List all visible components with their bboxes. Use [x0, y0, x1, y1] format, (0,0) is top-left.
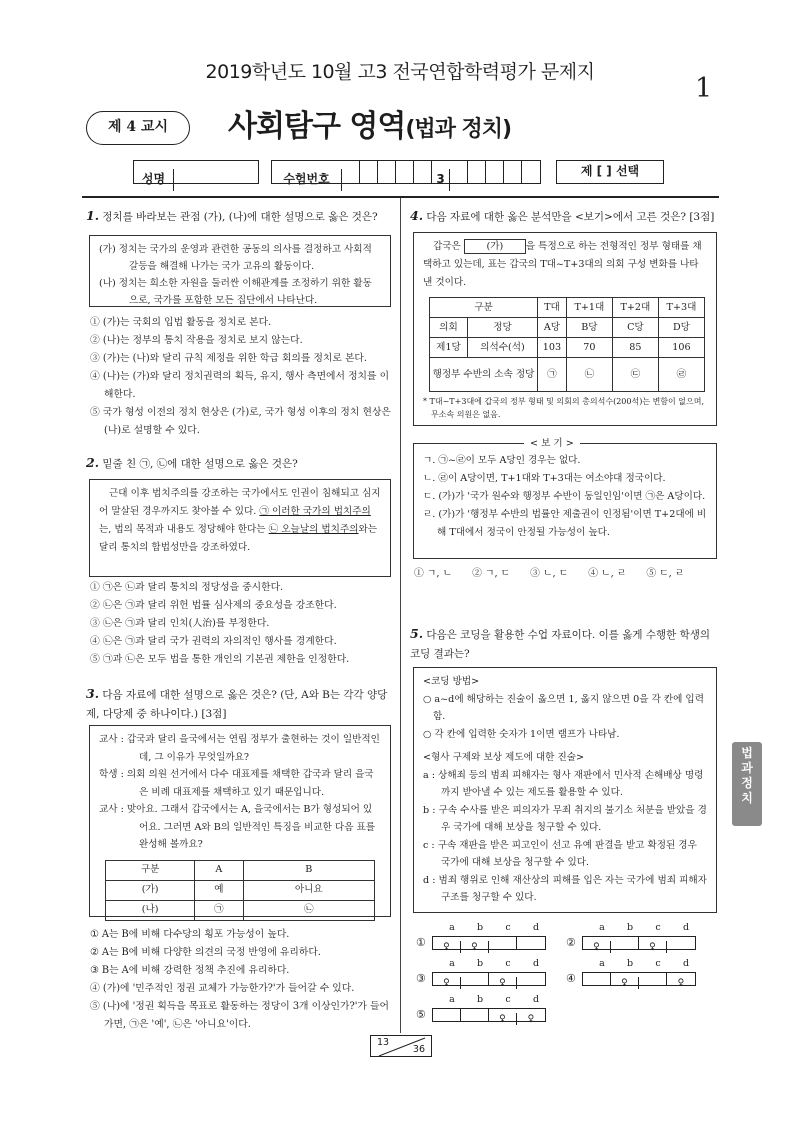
question-3-box — [89, 725, 391, 917]
choice-5[interactable]: ⑤ 국가 형성 이전의 정치 현상은 (가)로, 국가 형성 이후의 정치 현상은 (나)로 설명할 수 있다. — [90, 407, 391, 436]
empty-cell — [611, 937, 639, 949]
table-cell: A당 — [538, 318, 567, 338]
statement-a: a : 상해죄 등의 범죄 피해자는 형사 재판에서 민사적 손해배상 명령까지 받아낼 수 있는 제도를 활용할 수 있다. — [423, 769, 704, 798]
passage-part-3: 와는 달리 통치의 합법성만을 강조하였다. — [99, 524, 378, 553]
table-cell: ㉠ — [195, 900, 243, 920]
subject-title — [228, 101, 511, 153]
empty-cell — [461, 1009, 489, 1021]
column-label: c — [505, 958, 511, 969]
lamp-grid — [582, 972, 696, 989]
question-4-box — [413, 232, 717, 426]
table-cell: ㉢ — [612, 358, 658, 392]
table-cell: ㉠ — [538, 358, 567, 392]
option-number: ② — [566, 936, 576, 949]
statements-title: <형사 구제와 보상 제도에 대한 진술> — [423, 752, 585, 763]
digit-cell[interactable] — [342, 161, 360, 183]
question-1-number: 1. — [86, 208, 100, 223]
table-cell: 의석수(석) — [468, 338, 538, 358]
question-4-number: 4. — [410, 208, 424, 223]
intro-pre: 갑국은 — [433, 241, 464, 252]
tab-char: 정 — [741, 776, 753, 790]
dialogue-student: 학생 : 의회 의원 선거에서 다수 대표제를 채택한 갑국과 달리 을국은 비례 대표제를 채택하고 있기 때문입니다. — [99, 769, 374, 798]
question-3-stem — [86, 684, 392, 724]
column-label: b — [626, 958, 634, 969]
underline-nieun: ㉡ 오늘날의 법치주의 — [268, 524, 359, 535]
digit-cell[interactable] — [468, 161, 486, 183]
table-cell: ㉡ — [243, 900, 374, 920]
question-2-choices — [90, 579, 393, 669]
table-header: T+1대 — [566, 298, 612, 318]
underline-giyeok: ㉠ 이러한 국가의 법치주의 — [259, 506, 371, 517]
table-cell: D당 — [658, 318, 704, 338]
column-label: d — [532, 958, 540, 969]
choice-3[interactable]: ③ B는 A에 비해 강력한 정책 추진에 유리하다. — [90, 965, 290, 976]
column-label: b — [626, 922, 634, 933]
bogi-item: ㄹ. (가)가 '행정부 수반의 법률안 제출권이 인정됨'이면 T+2대에 비해 T대에서 정국이 안정될 가능성이 높다. — [423, 509, 707, 538]
table-cell: B당 — [566, 318, 612, 338]
tab-char: 과 — [741, 761, 753, 775]
choice-1[interactable]: ① ㄱ, ㄴ — [414, 568, 453, 579]
digit-cell[interactable] — [450, 161, 468, 183]
view-na: (나) 정치는 희소한 자원을 둘러싼 이해관계를 조정하기 위한 활동으로, 국가를 포함한 모든 집단에서 나타난다. — [99, 278, 372, 306]
tab-char: 치 — [741, 791, 753, 805]
choice-2[interactable]: ② ㄱ, ㄷ — [472, 568, 511, 579]
method-item: ○ 각 칸에 입력한 숫자가 1이면 램프가 나타남. — [423, 728, 620, 740]
page-number: 1 — [695, 73, 713, 104]
coding-option-4[interactable] — [566, 958, 706, 989]
lamp-icon: ♀ — [583, 941, 611, 953]
exam-number-box[interactable] — [271, 160, 541, 184]
question-4-stem — [410, 205, 720, 227]
column-divider — [400, 198, 401, 1033]
table-cell: 제1당 — [430, 338, 468, 358]
q3-table — [105, 860, 375, 921]
column-label: b — [476, 994, 484, 1005]
choice-2[interactable]: ② ㉡은 ㉠과 달리 위헌 법률 심사제의 중요성을 강조한다. — [90, 600, 337, 611]
coding-option-2[interactable] — [566, 922, 706, 953]
dialogue-teacher-1: 교사 : 갑국과 달리 을국에서는 연립 정부가 출현하는 것이 일반적인데, 그 이유가 무엇일까요? — [99, 734, 380, 763]
exam-number-label: 수험번호 — [272, 169, 342, 191]
choice-4[interactable]: ④ ㄴ, ㄹ — [588, 568, 627, 579]
lamp-icon: ♀ — [527, 1014, 535, 1025]
lamp-icon: ♀ — [639, 941, 667, 953]
table-cell: 정당 — [468, 318, 538, 338]
name-label: 성명 — [134, 169, 174, 191]
empty-cell — [583, 973, 611, 985]
table-header: T대 — [538, 298, 567, 318]
column-labels — [416, 958, 556, 970]
empty-cell — [639, 973, 667, 985]
empty-cell — [461, 973, 489, 985]
dialogue-teacher-2: 교사 : 맞아요. 그래서 갑국에서는 A, 을국에서는 B가 형성되어 있어요. 그러면 A와 B의 일반적인 특징을 비교한 다음 표를 완성해 볼까요? — [99, 804, 376, 850]
lamp-icon: ♀ — [433, 941, 461, 953]
bogi-box — [413, 438, 717, 559]
name-box[interactable] — [133, 160, 259, 184]
column-labels — [566, 922, 706, 934]
lamp-grid — [432, 936, 546, 953]
column-label: d — [532, 922, 540, 933]
question-1-stem — [86, 205, 392, 227]
coding-option-5[interactable] — [416, 994, 556, 1025]
page-total: 36 — [412, 1043, 425, 1055]
column-label: b — [476, 922, 484, 933]
lamp-grid — [432, 972, 546, 989]
table-cell: 행정부 수반의 소속 정당 — [430, 358, 538, 392]
table-cell: 85 — [612, 338, 658, 358]
q4-intro — [423, 238, 707, 292]
option-number: ① — [416, 936, 426, 949]
column-label: a — [599, 922, 605, 933]
question-2-text: 밑줄 친 ㉠, ㉡에 대한 설명으로 옳은 것은? — [102, 458, 298, 470]
table-footnote: * T대~T+3대에 갑국의 정부 형태 및 의회의 총의석수(200석)는 변함이 없으며, 무소속 의원은 없음. — [423, 397, 705, 419]
choice-1[interactable]: ① A는 B에 비해 다수당의 횡포 가능성이 높다. — [90, 929, 290, 940]
bogi-item: ㄴ. ㉣이 A당이면, T+1대와 T+3대는 여소야대 정국이다. — [423, 473, 666, 484]
exam-title: 2019학년도 10월 고3 전국연합학력평가 문제지 — [205, 61, 595, 83]
question-5-box — [413, 667, 717, 913]
empty-cell — [667, 937, 695, 949]
question-5-text: 다음은 코딩을 활용한 수업 자료이다. 이를 옳게 수행한 학생의 코딩 결과는? — [410, 629, 711, 660]
lamp-icon: ♀ — [489, 1013, 517, 1025]
table-cell: C당 — [612, 318, 658, 338]
session-badge: 제 4 교시 — [86, 111, 190, 145]
table-cell: ㉡ — [566, 358, 612, 392]
table-header: 구분 — [430, 298, 538, 318]
question-5-number: 5. — [410, 626, 424, 641]
lamp-icon: ♀ — [461, 941, 489, 953]
question-2-number: 2. — [86, 455, 100, 470]
table-cell: ㉣ — [658, 358, 704, 392]
option-number: ③ — [416, 972, 426, 985]
coding-option-1[interactable] — [416, 922, 556, 953]
name-field[interactable] — [174, 161, 257, 183]
choice-2[interactable]: ② (나)는 정부의 통치 작용을 정치로 보지 않는다. — [90, 335, 303, 346]
method-title: <코딩 방법> — [423, 676, 480, 687]
table-header: 구분 — [106, 860, 195, 880]
method-item: ○ a~d에 해당하는 진술이 옳으면 1, 옳지 않으면 0을 각 칸에 입력함. — [423, 693, 704, 722]
column-label: c — [655, 922, 661, 933]
choice-1[interactable]: ① (가)는 국회의 입법 활동을 정치로 본다. — [90, 317, 272, 328]
digit-cell[interactable] — [522, 161, 540, 183]
digit-cell[interactable] — [396, 161, 414, 183]
lamp-icon: ♀ — [677, 978, 685, 989]
table-cell: 아니요 — [243, 880, 374, 900]
table-header: T+3대 — [658, 298, 704, 318]
column-label: d — [682, 922, 690, 933]
lamp-icon: ♀ — [611, 977, 639, 989]
choice-3[interactable]: ③ ㉡은 ㉠과 달리 인치(人治)를 부정한다. — [90, 618, 270, 629]
lamp-icon: ♀ — [433, 977, 461, 989]
column-label: c — [505, 994, 511, 1005]
choice-1[interactable]: ① ㉠은 ㉡과 달리 통치의 정당성을 중시한다. — [90, 582, 284, 593]
column-label: c — [655, 958, 661, 969]
table-header: B — [243, 860, 374, 880]
column-labels — [566, 958, 706, 970]
question-1-text: 정치를 바라보는 관점 (가), (나)에 대한 설명으로 옳은 것은? — [102, 211, 378, 223]
column-label: b — [476, 958, 484, 969]
question-2-box — [89, 479, 391, 577]
bogi-title: < 보 기 > — [524, 435, 580, 453]
column-label: a — [449, 922, 455, 933]
empty-cell — [517, 937, 545, 949]
subject-side-tab — [732, 742, 762, 826]
question-3-text: 다음 자료에 대한 설명으로 옳은 것은? (단, A와 B는 각각 양당제, 다당제 중 하나이다.) [3점] — [86, 689, 388, 720]
passage-part-1: 근대 이후 법치주의를 강조하는 국가에서도 인권이 침해되고 심지어 말살된 경우까지도 찾아볼 수 있다. — [99, 488, 381, 517]
digit-cell[interactable] — [504, 161, 522, 183]
table-cell: (가) — [106, 880, 195, 900]
column-label: a — [449, 994, 455, 1005]
option-number: ④ — [566, 972, 576, 985]
empty-cell — [433, 1009, 461, 1021]
question-4-text: 다음 자료에 대한 옳은 분석만을 <보기>에서 고른 것은? [3점] — [426, 211, 715, 223]
table-header: T+2대 — [612, 298, 658, 318]
statement-b: b : 구속 수사를 받은 피의자가 무죄 취지의 불기소 처분을 받았을 경우 국가에 대해 보상을 청구할 수 있다. — [423, 804, 707, 833]
passage-part-2: 는, 법의 목적과 내용도 정당해야 한다는 — [99, 524, 269, 535]
column-label: a — [599, 958, 605, 969]
digit-cell[interactable] — [360, 161, 378, 183]
tab-char: 법 — [741, 746, 753, 760]
page-indicator — [370, 1035, 432, 1057]
table-cell: 106 — [658, 338, 704, 358]
statement-d: d : 범죄 행위로 인해 재산상의 피해를 입은 자는 국가에 범죄 피해자 구조를 청구할 수 있다. — [423, 874, 707, 903]
table-header: A — [195, 860, 243, 880]
choice-3[interactable]: ③ ㄴ, ㄷ — [530, 568, 569, 579]
digit-cell-fixed: 3 — [432, 169, 450, 191]
choice-4[interactable]: ④ (가)에 '민주적인 정권 교체가 가능한가?'가 들어갈 수 있다. — [90, 983, 355, 994]
question-2-stem — [86, 452, 392, 474]
table-cell: 예 — [195, 880, 243, 900]
question-3-number: 3. — [86, 686, 100, 701]
column-labels — [416, 994, 556, 1006]
column-label: a — [449, 958, 455, 969]
choice-2[interactable]: ② A는 B에 비해 다양한 의견의 국정 반영에 유리하다. — [90, 947, 321, 958]
lamp-icon: ♀ — [489, 977, 517, 989]
empty-cell — [517, 973, 545, 985]
digit-cell[interactable] — [414, 161, 432, 183]
table-cell: (나) — [106, 900, 195, 920]
digit-cell[interactable] — [486, 161, 504, 183]
column-label: d — [682, 958, 690, 969]
choice-4[interactable]: ④ ㉡은 ㉠과 달리 국가 권력의 자의적인 행사를 경계한다. — [90, 636, 337, 647]
subject-main: 사회탐구 영역 — [228, 109, 406, 144]
choice-5[interactable]: ⑤ (나)에 '정권 획득을 목표로 활동하는 정당이 3개 이상인가?'가 들어가면, ㉠은 '예', ㉡은 '아니요'이다. — [90, 1001, 389, 1030]
bogi-item: ㄷ. (가)가 '국가 원수와 행정부 수반이 동일인임'이면 ㉠은 A당이다. — [423, 491, 706, 502]
question-1-box — [89, 235, 391, 307]
empty-cell — [489, 937, 517, 949]
table-cell: 103 — [538, 338, 567, 358]
digit-cell[interactable] — [378, 161, 396, 183]
question-5-stem — [410, 624, 720, 664]
option-number: ⑤ — [416, 1008, 426, 1021]
elective-selection[interactable]: 제 [ ] 선택 — [556, 160, 664, 184]
page-current: 13 — [377, 1037, 390, 1048]
subject-sub: (법과 정치) — [405, 117, 512, 142]
choice-5[interactable]: ⑤ ㄷ, ㄹ — [646, 568, 685, 579]
choice-3[interactable]: ③ (가)는 (나)와 달리 규칙 제정을 위한 학급 회의를 정치로 본다. — [90, 353, 368, 364]
column-label: c — [505, 922, 511, 933]
coding-option-3[interactable] — [416, 958, 556, 989]
lamp-grid — [582, 936, 696, 953]
q4-table — [429, 297, 705, 392]
bogi-item: ㄱ. ㉠~㉣이 모두 A당인 경우는 없다. — [423, 455, 581, 466]
column-label: d — [532, 994, 540, 1005]
choice-5[interactable]: ⑤ ㉠과 ㉡은 모두 법을 통한 개인의 기본권 제한을 인정한다. — [90, 654, 350, 665]
question-4-choices — [414, 565, 720, 583]
blank-box: (가) — [464, 239, 526, 254]
statement-c: c : 구속 재판을 받은 피고인이 선고 유예 판결을 받고 확정된 경우 국가에 대해 보상을 청구할 수 있다. — [423, 839, 697, 868]
question-1-choices — [90, 314, 393, 440]
question-5-choices — [416, 922, 716, 1028]
table-cell: 의회 — [430, 318, 468, 338]
view-ga: (가) 정치는 국가의 운영과 관련한 공동의 의사를 결정하고 사회적 갈등을 해결해 나가는 국가 고유의 활동이다. — [99, 244, 372, 272]
table-cell: 70 — [566, 338, 612, 358]
lamp-grid — [432, 1008, 546, 1025]
column-labels — [416, 922, 556, 934]
choice-4[interactable]: ④ (나)는 (가)와 달리 정치권력의 획득, 유지, 행사 측면에서 정치를 이해한다. — [90, 371, 390, 400]
intro-post: 을 특정으로 하는 전형적인 정부 형태를 채택하고 있는데, 표는 갑국의 T대~T+3대의 의회 구성 변화를 나타낸 것이다. — [423, 241, 702, 288]
question-3-choices — [90, 926, 393, 1034]
